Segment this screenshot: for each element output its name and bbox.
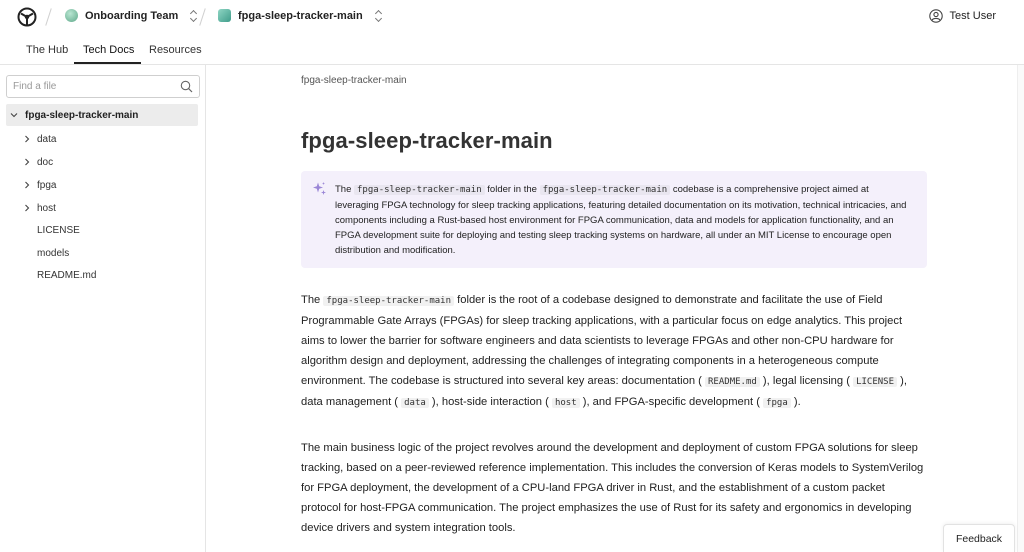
paragraph-text: folder is the root of a codebase designed to demonstrate and facilitate the use of Field Programmable Gate Arrays (FPGAs) for sleep tracking applications, with a particular focus on edge analytics. This project aims to lower the barrier for software engineers and data scientists to leverage FPGAs and other non-CPU hardware for algorithm design and deployment, addressing the challenges of integrating components in a heterogeneous compute environment. The codebase is structured into several key areas: documentation ( (301, 294, 903, 387)
tree-item-fpga[interactable] (22, 177, 56, 193)
tree-item-license[interactable] (22, 222, 80, 238)
paragraph-text: ), data management ( (301, 375, 907, 408)
inline-code: fpga-sleep-tracker-main (323, 296, 454, 306)
tab-the-hub[interactable]: The Hub (26, 44, 69, 56)
user-icon (929, 9, 943, 23)
repo-icon (218, 9, 231, 22)
inline-code: fpga (763, 398, 791, 408)
paragraph-text: The (301, 294, 324, 306)
file-search (6, 75, 200, 98)
search-icon[interactable] (180, 80, 193, 93)
repo-name: fpga-sleep-tracker-main (238, 9, 363, 22)
tree-item-host[interactable] (22, 200, 56, 216)
inline-code: host (552, 398, 580, 408)
team-avatar-icon (65, 9, 78, 22)
tab-tech-docs[interactable]: Tech Docs (83, 44, 135, 56)
paragraph-text: ). (790, 396, 801, 408)
paragraph-text: ), and FPGA-specific development ( (579, 396, 764, 408)
chevron-right-icon (22, 134, 32, 144)
file-search-input[interactable] (7, 76, 167, 97)
tab-resources[interactable]: Resources (149, 44, 202, 56)
tree-item-label: doc (37, 156, 54, 168)
file-sidebar (0, 65, 206, 552)
inline-code: LICENSE (853, 377, 897, 387)
chevron-right-icon (22, 157, 32, 167)
doc-paragraph-2: The main business logic of the project revolves around the development and deployment of custom FPGA solutions for sleep tracking, based on a peer-reviewed reference implementation. This includes the conversion of Keras models to SystemVerilog for FPGA deployment, the development of a CPU-land FPGA driver in Rust, and the establishment of a custom packet protocol for host-FPGA communication. The project emphasizes the use of Rust for its safety and ergonomics in developing device drivers and system integration tools. (301, 442, 924, 534)
summary-text: The (335, 184, 355, 195)
inline-code: fpga-sleep-tracker-main (540, 185, 671, 195)
app-logo-icon[interactable] (17, 7, 37, 27)
tree-root-label: fpga-sleep-tracker-main (25, 109, 139, 121)
top-bar (0, 0, 1024, 36)
tree-item-label: fpga (37, 179, 57, 191)
chevron-right-icon (22, 180, 32, 190)
doc-paragraph-1 (301, 290, 927, 413)
content-scrollbar[interactable] (1017, 65, 1024, 552)
doc-breadcrumb[interactable]: fpga-sleep-tracker-main (301, 75, 407, 86)
summary-text: codebase is a comprehensive project aimed at leveraging FPGA technology for sleep tracking applications, featuring detailed documentation on its motivation, technical intricacies, and components including a Rust-based host environment for FPGA communication, data and models for application functionality, and an FPGA development suite for deploying and testing sleep tracking systems on hardware, all under an MIT License to encourage open distribution and modification. (335, 184, 907, 256)
tree-item-readme[interactable] (22, 267, 96, 283)
tree-item-label: data (37, 133, 57, 145)
inline-code: data (401, 398, 429, 408)
page-title: fpga-sleep-tracker-main (301, 128, 553, 153)
repo-switcher[interactable] (218, 9, 383, 22)
team-name: Onboarding Team (85, 9, 179, 22)
tree-root-folder[interactable] (6, 104, 198, 126)
user-name: Test User (949, 10, 996, 22)
sparkle-icon (312, 181, 327, 196)
tree-item-label: host (37, 202, 56, 214)
chevron-down-icon (9, 110, 19, 120)
tree-item-label: models (37, 247, 70, 259)
paragraph-text: ), legal licensing ( (759, 375, 854, 387)
tree-item-label: README.md (37, 269, 97, 281)
nav-tabs (0, 36, 1024, 64)
header-divider (199, 8, 206, 25)
inline-code: README.md (705, 377, 760, 387)
tree-item-label: LICENSE (37, 224, 80, 236)
ai-summary-box (301, 171, 927, 268)
tree-item-doc[interactable] (22, 154, 53, 170)
inline-code: fpga-sleep-tracker-main (354, 185, 485, 195)
feedback-button[interactable]: Feedback (943, 524, 1015, 552)
header-divider (45, 8, 52, 25)
user-menu[interactable] (929, 9, 996, 23)
tree-item-data[interactable] (22, 131, 56, 147)
team-switcher[interactable] (65, 9, 198, 22)
chevron-updown-icon (190, 10, 198, 22)
chevron-updown-icon (375, 10, 383, 22)
summary-text: folder in the (484, 184, 540, 195)
tree-item-models[interactable] (22, 245, 69, 261)
chevron-right-icon (22, 203, 32, 213)
paragraph-text: ), host-side interaction ( (428, 396, 552, 408)
